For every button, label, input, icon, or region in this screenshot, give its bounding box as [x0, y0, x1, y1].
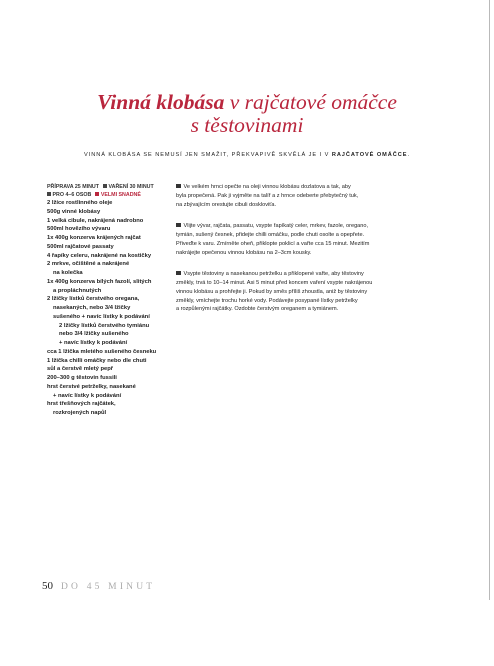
ingredient-item: na kolečka	[53, 270, 83, 276]
bullet-square-icon	[176, 223, 181, 228]
ingredient-item: rozkrojených napůl	[53, 410, 107, 416]
section-label: DO 45 MINUT	[61, 582, 156, 592]
page-edge-line	[489, 0, 490, 600]
intro-text: VINNÁ KLOBÁSA SE NEMUSÍ JEN SMAŽIT, PŘEKVAPIVĚ SKVĚLÁ JE I V	[84, 152, 330, 158]
ingredient-item: + navíc lístky k podávání	[59, 340, 128, 346]
ingredient-item: 1 velká cibule, nakrájená nadrobno	[47, 217, 144, 224]
method-step	[176, 270, 451, 314]
ingredients-column	[47, 183, 175, 418]
title-rest: v rajčatové omáčce	[229, 90, 397, 114]
page-footer	[42, 576, 155, 594]
ingredient-item: 2 mrkve, očištěné a nakrájené	[47, 261, 130, 268]
method-step	[176, 183, 451, 209]
ingredient-item: 2 lžičky lístků čerstvého tymiánu	[59, 322, 150, 329]
ingredient-item: 4 řapíky celeru, nakrájené na kostičky	[47, 252, 152, 259]
ingredient-item: 1 lžička chilli omáčky nebo dle chuti	[47, 357, 147, 364]
step-line: a rozpůlenými rajčátky. Ozdobte čerstvým oreganem a tymiánem.	[176, 306, 339, 313]
step-line: tymián, sušený česnek, přidejte chilli omáčku, podle chuti osolte a opepřete.	[176, 232, 365, 238]
step-line	[176, 183, 451, 192]
title-strong: Vinná klobása	[97, 90, 225, 114]
bullet-square-icon	[47, 192, 51, 196]
ingredient-item: 2 lžičky lístků čerstvého oregana,	[47, 296, 140, 303]
ingredient-item: nebo 3/4 lžičky sušeného	[59, 331, 129, 338]
bullet-square-icon	[176, 184, 181, 189]
ingredient-item: 2 lžíce rostlinného oleje	[47, 200, 113, 206]
recipe-intro	[30, 152, 464, 158]
cook-time: VAŘENÍ 30 MINUT	[108, 184, 154, 190]
step-line: byla propečená. Pak ji vyjměte na talíř a z hrnce odeberte přebytečný tuk,	[176, 192, 359, 199]
step-line	[176, 270, 451, 279]
ingredient-item: sůl a čerstvě mletý pepř	[47, 366, 114, 373]
step-line: na zbývajícím orestujte cibuli doskloviťa.	[176, 201, 277, 208]
ingredient-item: 500ml rajčatové passaty	[47, 243, 114, 250]
step-text: Ve velkém hrnci opečte na oleji vinnou klobásu dozlatova a tak, aby	[183, 184, 351, 190]
ingredient-item: sušeného + navíc lístky k podávání	[53, 313, 150, 320]
bullet-square-icon	[103, 184, 107, 188]
recipe-title	[40, 91, 454, 137]
prep-time: PŘÍPRAVA 25 MINUT	[47, 184, 99, 190]
ingredient-item: + navíc lístky k podávání	[53, 392, 122, 399]
ingredient-item: cca 1 lžička mletého sušeného česneku	[47, 348, 157, 355]
meta-time	[47, 183, 175, 191]
title-line-1	[40, 91, 454, 114]
bullet-square-red-icon	[95, 192, 99, 196]
ingredient-item: 500g vinné klobásy	[47, 208, 101, 215]
ingredient-item: 1x 400g konzerva bílých fazolí, slitých	[47, 278, 152, 285]
ingredient-item: 500ml hovězího vývaru	[47, 226, 111, 233]
step-line: Přiveďte k varu. Zmírněte oheň, přiklopte poklicí a vařte cca 15 minut. Mezitím	[176, 240, 370, 247]
title-line-2: s těstovinami	[190, 113, 304, 137]
ingredient-item: hrst čerstvé petrželky, nasekané	[47, 383, 136, 390]
ingredient-item: nasekaných, nebo 3/4 lžičky	[53, 305, 131, 311]
ingredient-item: 200–300 g těstovin fussili	[47, 375, 117, 381]
step-line: nakrájejte opečenou vinnou klobásu na 2–3cm kousky.	[176, 249, 312, 256]
page-number: 50	[42, 580, 53, 592]
step-line: změkly, vmíchejte trochu horké vody. Podávejte posypané lístky petrželky	[176, 297, 358, 304]
intro-bold: RAJČATOVÉ OMÁČCE	[331, 152, 408, 158]
meta-servings	[47, 191, 175, 199]
method-steps	[176, 183, 451, 327]
ingredient-item: a propláchnutých	[53, 287, 102, 294]
step-text: Vlijte vývar, rajčata, passatu, vsypte řapíkatý celer, mrkev, fazole, oregano,	[183, 223, 369, 230]
servings: PRO 4–6 OSOB	[52, 192, 92, 198]
method-step	[176, 222, 451, 257]
step-line: změkly, trvá to 10–14 minut. Asi 5 minut před koncem vaření vsypte nakrájenou	[176, 280, 373, 286]
ingredient-item: 1x 400g konzerva krájených rajčat	[47, 235, 141, 241]
bullet-square-icon	[176, 271, 181, 276]
ingredient-list	[47, 199, 175, 418]
step-line: vinnou klobásu a prohřejte ji. Pokud by směs příliš zhoustla, aniž by těstoviny	[176, 288, 368, 295]
difficulty: VELMI SNADNÉ	[100, 192, 141, 198]
step-line	[176, 222, 451, 231]
intro-end: .	[407, 152, 410, 158]
step-text: Vsypte těstoviny a nasekanou petrželku a přiklopené vařte, aby těstoviny	[183, 271, 364, 278]
ingredient-item: hrst třešňových rajčátek,	[47, 401, 116, 408]
